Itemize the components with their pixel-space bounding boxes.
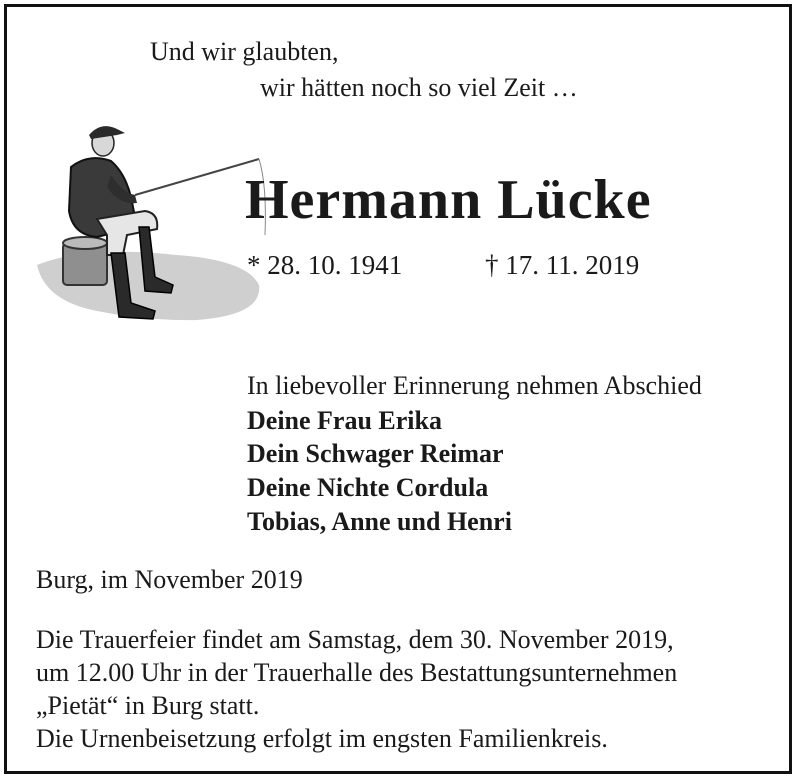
obituary-frame: [4, 4, 792, 774]
notice-line-4: Die Urnenbeisetzung erfolgt im engsten Familienkreis.: [36, 724, 608, 753]
birth-date: * 28. 10. 1941: [247, 250, 403, 280]
mourner-2: Dein Schwager Reimar: [247, 439, 504, 468]
quote-line-1: Und wir glaubten,: [150, 37, 339, 66]
mourner-1: Deine Frau Erika: [247, 406, 442, 435]
mourner-3: Deine Nichte Cordula: [247, 473, 489, 502]
fisherman-illustration: [27, 115, 277, 325]
quote-line-2: wir hätten noch so viel Zeit …: [260, 73, 578, 102]
mourner-4: Tobias, Anne und Henri: [247, 507, 512, 536]
death-date: † 17. 11. 2019: [485, 250, 640, 280]
notice-line-3: „Pietät“ in Burg statt.: [36, 691, 260, 720]
notice-line-2: um 12.00 Uhr in der Trauerhalle des Bestattungsunternehmen: [36, 658, 678, 687]
place-date: Burg, im November 2019: [36, 565, 303, 594]
farewell-intro: In liebevoller Erinnerung nehmen Abschied: [247, 371, 702, 400]
notice-line-1: Die Trauerfeier findet am Samstag, dem 30. November 2019,: [36, 625, 674, 654]
deceased-name: Hermann Lücke: [245, 169, 652, 231]
